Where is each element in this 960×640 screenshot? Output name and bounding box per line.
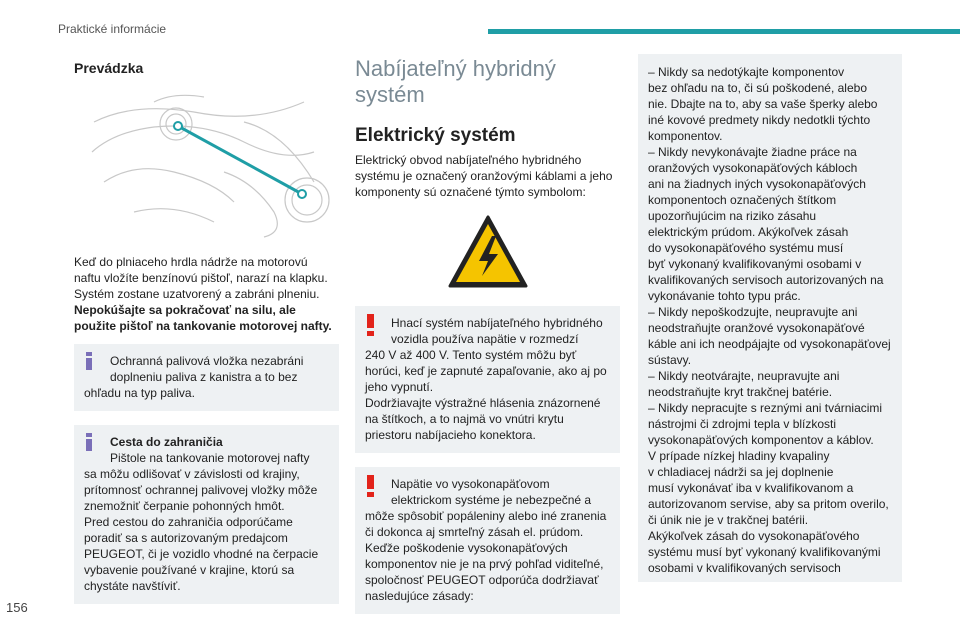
safety-rule-line: kvalifikovaných servisoch autorizovaných na xyxy=(648,273,884,287)
safety-rules-box xyxy=(638,54,902,582)
safety-rule-line: komponentoch označených štítkom xyxy=(648,193,837,207)
safety-rule-line: káble ani ich neodpájajte od vysokonapäťovej xyxy=(648,337,891,351)
warning-box-danger: Napätie vo vysokonapäťovom elektrickom systéme je nebezpečné a môže spôsobiť popáleniny alebo iné zranenia či dokonca aj smrteľný zásah el. prúdom. Keďže poškodenie vysokonapäťových komponentov nie je na prvý pohľad viditeľné, spoločnosť PEUGEOT odporúča dodržiavať nasledujúce zásady: xyxy=(355,467,620,614)
intro-paragraph: Elektrický obvod nabíjateľného hybridného systému je označený oranžovými káblami a jeho komponenty sú označené týmto symbolom: xyxy=(355,153,613,199)
fuel-nozzle-icon xyxy=(74,82,339,240)
safety-rule-line: neodstraňujte kryt trakčnej batérie. xyxy=(648,385,833,399)
safety-rule-line: bez ohľadu na to, či sú poškodené, alebo xyxy=(648,81,867,95)
safety-rule-line: sústavy. xyxy=(648,353,692,367)
safety-rule-line: neodstraňujte oranžové vysokonapäťové xyxy=(648,321,865,335)
safety-rule-line: – Nikdy nepoškodzujte, neupravujte ani xyxy=(648,305,858,319)
safety-rule-line: vysokonapäťových komponentov a káblov. xyxy=(648,433,874,447)
safety-rule-line: vykonávanie tohto typu prác. xyxy=(648,289,801,303)
safety-rule-line: elektrickým prúdom. Akýkoľvek zásah xyxy=(648,225,849,239)
safety-rule-line: – Nikdy nevykonávajte žiadne práce na xyxy=(648,145,857,159)
safety-rule-line: iné kovové predmety nikdy nedotkli týchto xyxy=(648,113,871,127)
info-icon xyxy=(86,433,92,451)
high-voltage-warning-icon xyxy=(447,214,529,290)
safety-rule-line: v chladiacej nádrži sa jej doplnenie xyxy=(648,465,834,479)
info-icon xyxy=(86,352,92,370)
fuel-filler-illustration xyxy=(74,82,339,240)
safety-rule-line: – Nikdy neotvárajte, neupravujte ani xyxy=(648,369,840,383)
safety-rule-line: autorizovanom servise, aby sa pritom overilo, xyxy=(648,497,889,511)
chapter-title: Nabíjateľný hybridný systém xyxy=(355,56,556,107)
safety-rule-line: – Nikdy nepracujte s reznými ani tvárniacimi xyxy=(648,401,883,415)
safety-rule-line: Akýkoľvek zásah do vysokonapäťového xyxy=(648,529,860,543)
operation-paragraph: Keď do plniaceho hrdla nádrže na motorovú naftu vložíte benzínovú pištoľ, narazí na klapku. Systém zostane uzatvorený a zabráni plneniu. Nepokúšajte sa pokračovať na silu, ale použite pištoľ na tankovanie motorovej nafty. xyxy=(74,255,332,333)
info-box-fuel-insert: Ochranná palivová vložka nezabráni doplneniu paliva z kanistra a to bez ohľadu na typ paliva. xyxy=(74,344,339,411)
page-number: 156 xyxy=(6,600,28,615)
section-heading-operation: Prevádzka xyxy=(74,60,144,76)
safety-rule-line: oranžových vysokonapäťových kábloch xyxy=(648,161,858,175)
column-left xyxy=(74,54,339,604)
safety-rule-line: osobami v kvalifikovaných servisoch xyxy=(648,561,841,575)
header-accent-bar xyxy=(488,29,960,34)
section-heading-electric-system: Elektrický systém xyxy=(355,125,516,146)
safety-rule-line: či únik nie je v trakčnej batérii. xyxy=(648,513,809,527)
safety-rule-line: upozorňujúcim na riziko zásahu xyxy=(648,209,817,223)
safety-rule-line: – Nikdy sa nedotýkajte komponentov xyxy=(648,65,845,79)
warning-exclamation-icon xyxy=(367,475,374,497)
safety-rule-line: V prípade nízkej hladiny kvapaliny xyxy=(648,449,830,463)
column-middle xyxy=(355,54,620,614)
info-box-travel-abroad: Cesta do zahraničia Pištole na tankovanie motorovej nafty sa môžu odlišovať v závislosti od krajiny, prítomnosť ochrannej palivovej vložky môže znemožniť čerpanie pohonných hmôt. Pred cestou do zahraničia odporúčame poradiť sa s autorizovaným predajcom PEUGEOT, či je vozidlo vhodné na čerpacie vybavenie používané v krajine, ktorú sa chystáte navštíviť. xyxy=(74,425,339,604)
running-header: Praktické informácie xyxy=(58,22,167,36)
warning-exclamation-icon xyxy=(367,314,374,336)
info-box-title: Cesta do zahraničia xyxy=(110,435,223,449)
safety-rule-line: systému musí byť vykonaný kvalifikovanými xyxy=(648,545,881,559)
safety-rule-line: musí vykonávať iba v kvalifikovanom a xyxy=(648,481,854,495)
safety-rule-line: komponentov. xyxy=(648,129,723,143)
safety-rule-line: nástrojmi či zdrojmi tepla v blízkosti xyxy=(648,417,837,431)
safety-rule-line: byť vykonaný kvalifikovanými osobami v xyxy=(648,257,862,271)
column-right xyxy=(638,54,902,582)
high-voltage-symbol xyxy=(355,214,620,290)
warning-box-voltage: Hnací systém nabíjateľného hybridného vozidla používa napätie v rozmedzí 240 V až 400 V. Tento systém môžu byť horúci, keď je zapnuté zapaľovanie, ako aj po jeho vypnutí. Dodržiavajte výstražné hlásenia znázornené na štítkoch, a to najmä vo vnútri krytu priestoru nabíjacieho konektora. xyxy=(355,306,620,453)
safety-rule-line: nie. Dbajte na to, aby sa vaše šperky alebo xyxy=(648,97,878,111)
safety-rule-line: do vysokonapäťového systému musí xyxy=(648,241,844,255)
safety-rule-line: ani na žiadnych iných vysokonapäťových xyxy=(648,177,866,191)
